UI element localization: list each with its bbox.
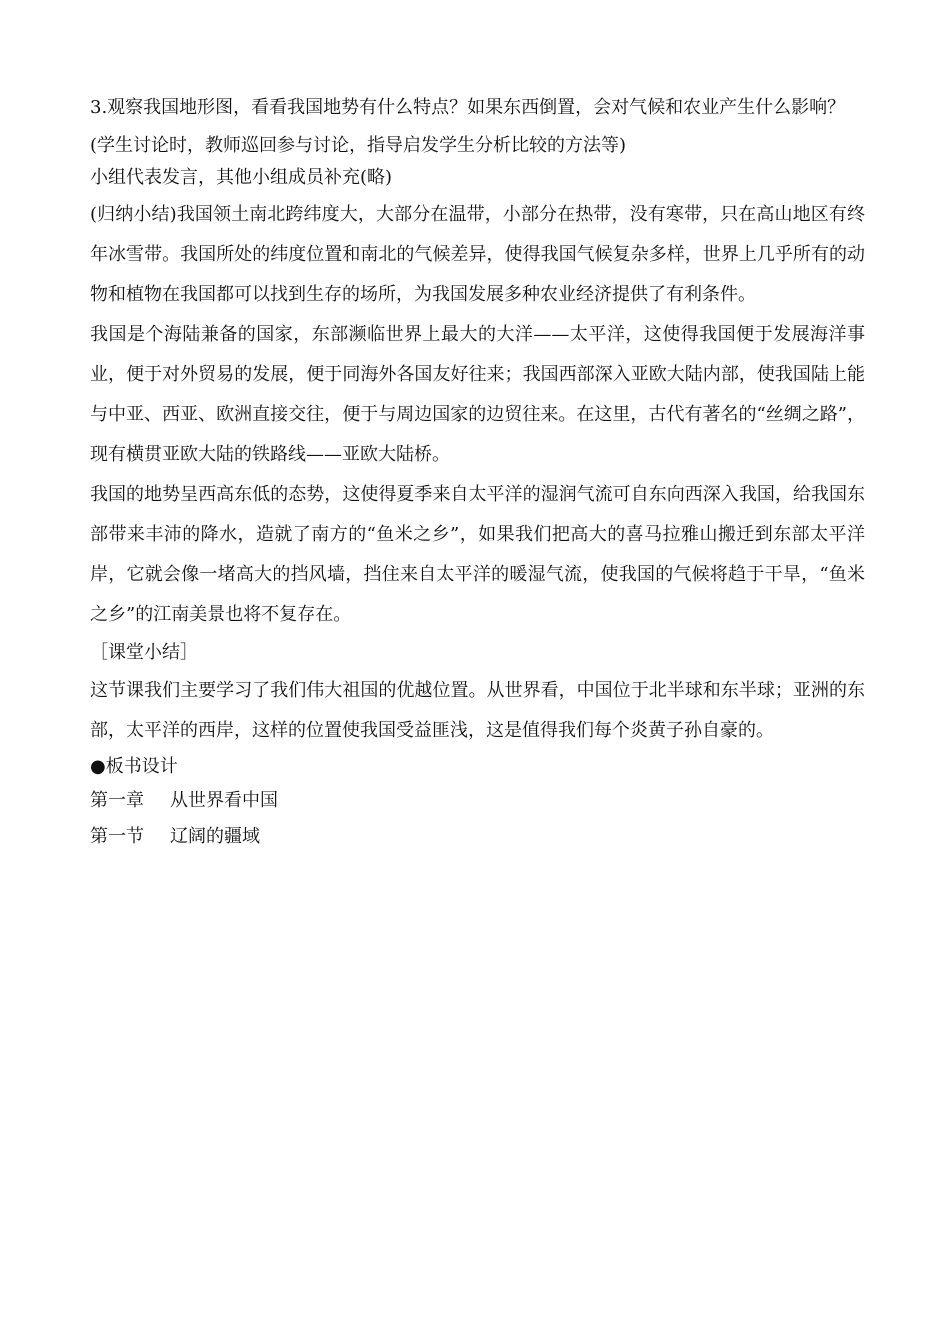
- summary-latitude-paragraph: (归纳小结)我国领土南北跨纬度大，大部分在温带，小部分在热带，没有寒带，只在高山地区有终年冰雪带。我国所处的纬度位置和南北的气候差异，使得我国气候复杂多样，世界上几乎所有的动物和植物在我国都可以找到生存的场所，为我国发展多种农业经济提供了有利条件。: [90, 204, 865, 305]
- summary-land-sea-paragraph: 我国是个海陆兼备的国家，东部濒临世界上最大的大洋——太平洋，这使得我国便于发展海洋事业，便于对外贸易的发展，便于同海外各国友好往来；我国西部深入亚欧大陆内部，使我国陆上能与中亚、西亚、欧洲直接交往，便于与周边国家的边贸往来。在这里，古代有著名的“丝绸之路”，现有横贯亚欧大陆的铁路线——亚欧大陆桥。: [90, 324, 865, 465]
- question-3: 3.观察我国地形图，看看我国地势有什么特点？如果东西倒置，会对气候和农业产生什么影响？: [90, 97, 846, 118]
- board-section-line: [90, 819, 865, 855]
- class-summary-paragraph: 这节课我们主要学习了我们伟大祖国的优越位置。从世界看，中国位于北半球和东半球；亚洲的东部，太平洋的西岸，这样的位置使我国受益匪浅，这是值得我们每个炎黄子孙自豪的。: [90, 680, 865, 741]
- board-chapter-label: 第一章: [90, 790, 144, 811]
- board-section-title: 辽阔的疆域: [170, 826, 260, 847]
- class-summary-heading: ［课堂小结］: [90, 642, 198, 663]
- board-chapter-title: 从世界看中国: [170, 790, 278, 811]
- summary-terrain-paragraph: 我国的地势呈西高东低的态势，这使得夏季来自太平洋的湿润气流可自东向西深入我国，给我国东部带来丰沛的降水，造就了南方的“鱼米之乡”，如果我们把高大的喜马拉雅山搬迁到东部太平洋岸，它就会像一堵高大的挡风墙，挡住来自太平洋的暖湿气流，使我国的气候将趋于干旱，“鱼米之乡”的江南美景也将不复存在。: [90, 484, 865, 625]
- document-page: [90, 88, 865, 855]
- discussion-note: (学生讨论时，教师巡回参与讨论，指导启发学生分析比较的方法等): [90, 135, 627, 156]
- group-report: 小组代表发言，其他小组成员补充(略): [90, 167, 393, 188]
- board-chapter-line: [90, 783, 865, 819]
- board-design-heading: ●板书设计: [90, 756, 178, 777]
- board-section-label: 第一节: [90, 826, 144, 847]
